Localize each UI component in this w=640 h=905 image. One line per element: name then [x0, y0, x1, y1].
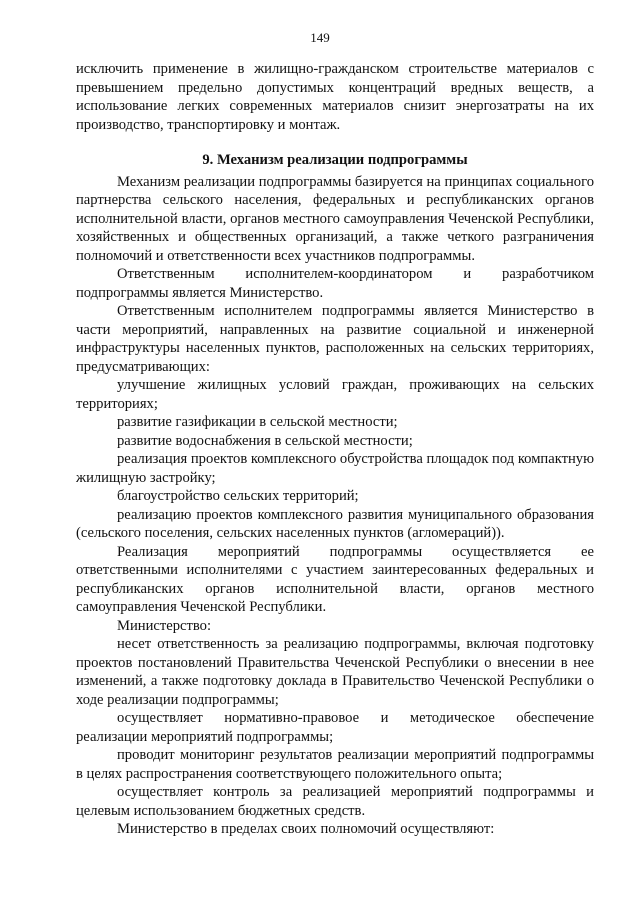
paragraph: Министерство: [117, 617, 212, 634]
paragraph: Министерство в пределах своих полномочий осуществляют: [117, 821, 495, 837]
paragraph: Ответственным исполнителем подпрограммы является Министерство в части мероприятий, направленных на развитие социальной и инженерной инфраструктуры населенных пунктов, расположенных на сельских территориях, предусматривающих: [76, 303, 594, 375]
list-item: благоустройство сельских территорий; [117, 488, 359, 504]
paragraph: Реализация мероприятий подпрограммы осуществляется ее ответственными исполнителями с участием заинтересованных федеральных и республиканских органов исполнительной власти, органов местного самоуправления Чеченской Республики. [76, 543, 594, 615]
list-item: осуществляет контроль за реализацией мероприятий подпрограммы и целевым использованием бюджетных средств. [76, 784, 594, 819]
section-heading: 9. Механизм реализации подпрограммы [202, 152, 468, 168]
page-content [76, 60, 594, 839]
list-item: улучшение жилищных условий граждан, проживающих на сельских территориях; [76, 377, 594, 412]
list-item: развитие газификации в сельской местности; [117, 414, 398, 430]
list-item: реализацию проектов комплексного развития муниципального образования (сельского поселения, сельских населенных пунктов (агломераций)). [76, 506, 594, 541]
paragraph: Ответственным исполнителем-координатором и разработчиком подпрограммы является Министерство. [76, 266, 594, 301]
list-item: проводит мониторинг результатов реализации мероприятий подпрограммы в целях распространения соответствующего положительного опыта; [76, 747, 594, 782]
list-item: реализация проектов комплексного обустройства площадок под компактную жилищную застройку; [76, 451, 594, 486]
paragraph-continuation: исключить применение в жилищно-гражданском строительстве материалов с превышением предельно допустимых концентраций вредных веществ, а использование легких современных материалов снизит энергозатраты на их производство, транспортировку и монтаж. [76, 61, 594, 133]
list-item: несет ответственность за реализацию подпрограммы, включая подготовку проектов постановлений Правительства Чеченской Республики о внесении в нее изменений, а также подготовку доклада в Правительство Чеченской Республики о ходе реализации подпрограммы; [76, 636, 594, 708]
paragraph: Механизм реализации подпрограммы базируется на принципах социального партнерства сельского населения, федеральных и республиканских органов исполнительной власти, органов местного самоуправления Чеченской Республики, хозяйственных и общественных организаций, а также четкого разграничения полномочий и ответственности всех участников подпрограммы. [76, 173, 594, 264]
list-item: осуществляет нормативно-правовое и методическое обеспечение реализации мероприятий подпрограммы; [76, 710, 594, 745]
list-item: развитие водоснабжения в сельской местности; [117, 432, 413, 449]
page-number: 149 [310, 30, 330, 45]
